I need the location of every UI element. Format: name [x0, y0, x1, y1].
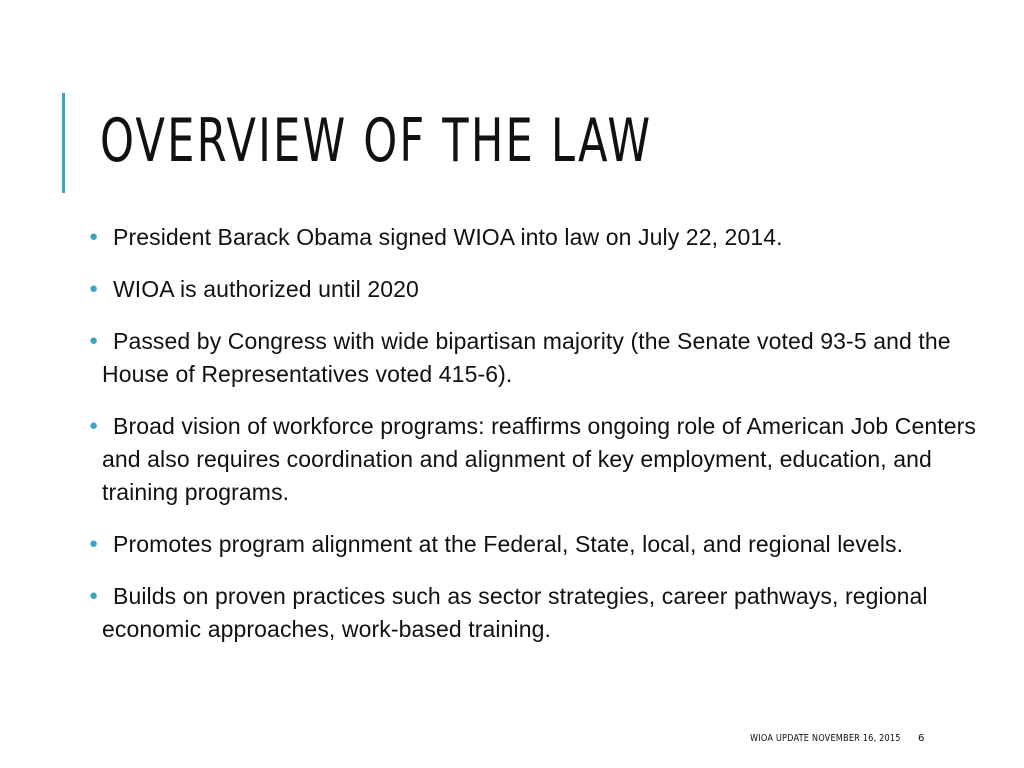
bullet-dot-icon: ●: [89, 417, 99, 434]
bullet-text: President Barack Obama signed WIOA into law on July 22, 2014.: [113, 224, 783, 250]
bullet-dot-icon: ●: [89, 228, 99, 245]
bullet-text: Promotes program alignment at the Federal, State, local, and regional levels.: [113, 531, 904, 557]
bullet-list: [90, 221, 990, 646]
bullet-dot-icon: ●: [89, 535, 99, 552]
bullet-item: [90, 580, 990, 646]
bullet-text: WIOA is authorized until 2020: [113, 276, 419, 302]
bullet-text: Builds on proven practices such as sector strategies, career pathways, regional economic approaches, work-based training.: [102, 583, 928, 642]
bullet-text: Broad vision of workforce programs: reaffirms ongoing role of American Job Centers and also requires coordination and alignment of key employment, education, and training programs.: [102, 413, 976, 505]
bullet-item: [90, 325, 990, 391]
bullet-dot-icon: ●: [89, 280, 99, 297]
title-accent-bar: [62, 93, 65, 193]
slide-title: OVERVIEW OF THE LAW: [100, 106, 653, 176]
bullet-item: [90, 528, 990, 561]
footer-label: WIOA UPDATE NOVEMBER 16, 2015: [750, 733, 901, 744]
bullet-dot-icon: ●: [89, 332, 99, 349]
bullet-item: [90, 221, 990, 254]
bullet-text: Passed by Congress with wide bipartisan majority (the Senate voted 93-5 and the House of Representatives voted 415-6).: [102, 328, 951, 387]
bullet-item: [90, 410, 990, 509]
bullet-dot-icon: ●: [89, 587, 99, 604]
bullet-item: [90, 273, 990, 306]
page-number: 6: [918, 733, 925, 744]
